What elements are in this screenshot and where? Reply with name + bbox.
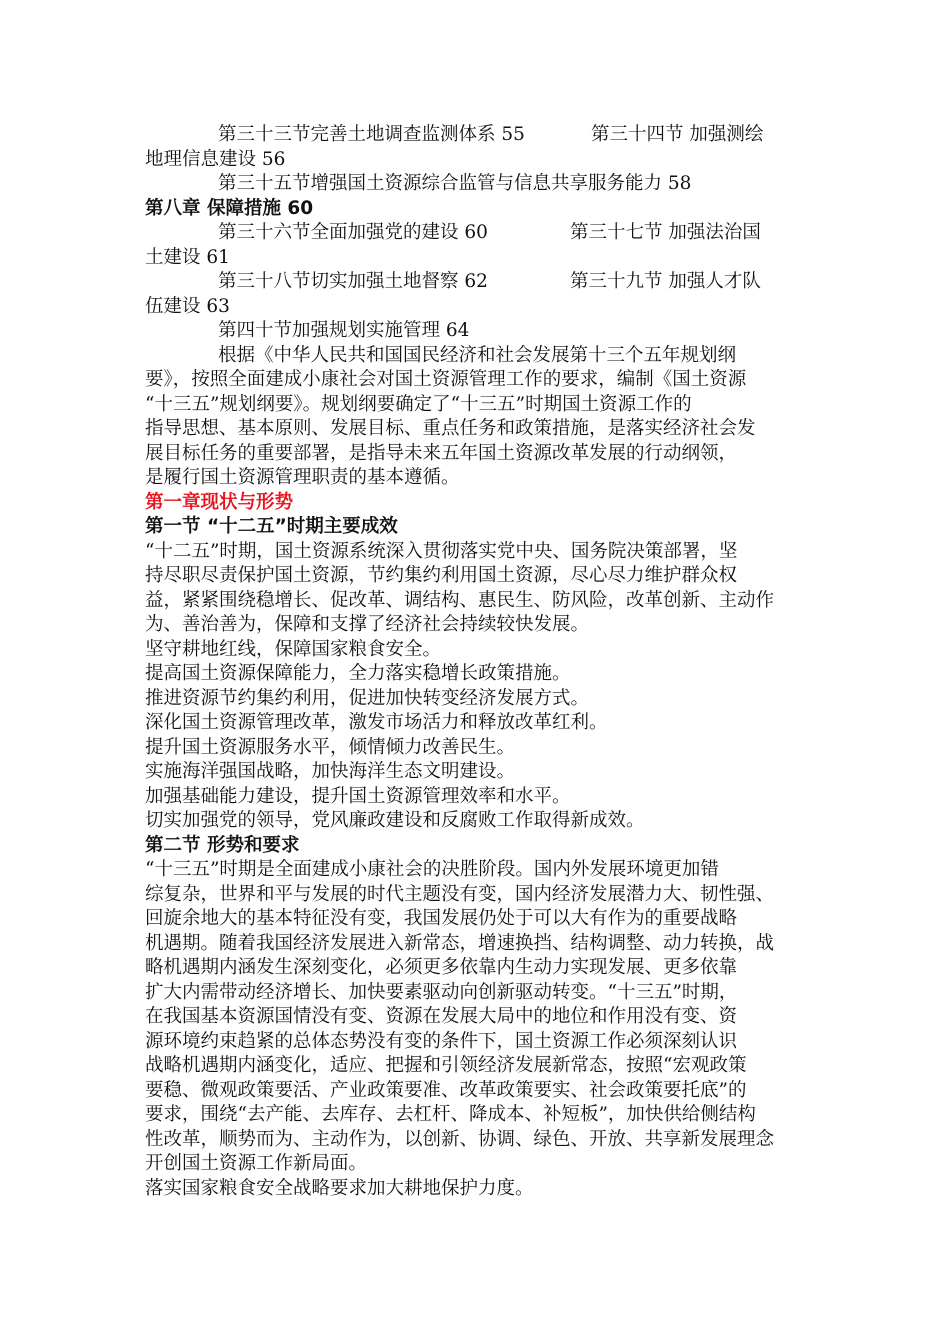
text-line: 回旋余地大的基本特征没有变，我国发展仍处于可以大有作为的重要战略 [145,908,738,929]
toc-entry: 第三十六节全面加强党的建设 60 [218,222,488,243]
toc-line [145,123,825,148]
text-line: 机遇期。随着我国经济发展进入新常态，增速换挡、结构调整、动力转换，战 [145,932,775,954]
document-body [145,123,825,1201]
text-line: 为、善治善为，保障和支撑了经济社会持续较快发展。 [145,614,590,635]
intro-paragraph [145,344,825,491]
section-paragraph [145,540,825,638]
text-line: 益，紧紧围绕稳增长、促改革、调结构、惠民生、防风险，改革创新、主动作 [145,589,775,611]
list-item: 实施海洋强国战略，加快海洋生态文明建设。 [145,761,516,782]
toc-chapter-heading: 第八章 保障措施 60 [145,197,314,219]
text-line: 持尽职尽责保护国土资源，节约集约利用国土资源，尽心尽力维护群众权 [145,565,738,586]
toc-entry-continuation: 伍建设 63 [145,295,230,317]
text-line: 要》，按照全面建成小康社会对国土资源管理工作的要求，编制《国土资源 [145,369,747,390]
list-item: 深化国土资源管理改革，激发市场活力和释放改革红利。 [145,712,608,733]
toc-entry: 第三十三节完善土地调查监测体系 55 [218,124,525,145]
section-heading: 第一节 “十二五”时期主要成效 [145,516,398,537]
text-line: “十三五”时期是全面建成小康社会的决胜阶段。国内外发展环境更加错 [145,859,719,880]
text-line: 战略机遇期内涵变化，适应、把握和引领经济发展新常态，按照“宏观政策 [145,1055,747,1076]
list-item: 提高国土资源保障能力，全力落实稳增长政策措施。 [145,663,571,684]
toc-entry: 第三十五节增强国土资源综合监管与信息共享服务能力 58 [218,173,692,194]
toc-line [145,270,825,295]
text-line: 略机遇期内涵发生深刻变化，必须更多依靠内生动力实现发展、更多依靠 [145,957,738,978]
text-line: 性改革，顺势而为、主动作为，以创新、协调、绿色、开放、共享新发展理念 [145,1128,775,1150]
toc-entry: 第三十八节切实加强土地督察 62 [218,271,488,292]
text-line: 根据《中华人民共和国国民经济和社会发展第十三个五年规划纲 [218,344,737,366]
list-item: 推进资源节约集约利用，促进加快转变经济发展方式。 [145,687,590,709]
text-line: 扩大内需带动经济增长、加快要素驱动向创新驱动转变。“十三五”时期， [145,981,738,1003]
text-line: 是履行国土资源管理职责的基本遵循。 [145,467,460,488]
list-item: 加强基础能力建设，提升国土资源管理效率和水平。 [145,785,571,807]
toc-entry-continuation: 地理信息建设 56 [145,148,286,170]
text-line: “十三五”规划纲要》。规划纲要确定了“十三五”时期国土资源工作的 [145,393,692,415]
toc-entry-continuation: 土建设 61 [145,246,230,268]
list-item: 坚守耕地红线，保障国家粮食安全。 [145,638,442,660]
achievement-list [145,638,825,834]
text-line: 展目标任务的重要部署，是指导未来五年国土资源改革发展的行动纲领， [145,442,738,464]
chapter-heading: 第一章现状与形势 [145,491,294,513]
text-line: “十二五”时期，国土资源系统深入贯彻落实党中央、国务院决策部署，坚 [145,540,738,562]
text-line: 源环境约束趋紧的总体态势没有变的条件下，国土资源工作必须深刻认识 [145,1030,738,1052]
list-item: 切实加强党的领导，党风廉政建设和反腐败工作取得新成效。 [145,810,645,831]
section-paragraph [145,858,825,1177]
toc-entry: 第三十九节 加强人才队 [570,271,761,292]
text-line: 开创国土资源工作新局面。 [145,1153,368,1174]
section-heading: 第二节 形势和要求 [145,834,300,856]
subsection-line: 落实国家粮食安全战略要求加大耕地保护力度。 [145,1177,534,1199]
text-line: 要求，围绕“去产能、去库存、去杠杆、降成本、补短板”，加快供给侧结构 [145,1104,756,1125]
toc-entry: 第四十节加强规划实施管理 64 [218,320,470,341]
toc-entry: 第三十七节 加强法治国 [570,222,761,243]
text-line: 综复杂，世界和平与发展的时代主题没有变，国内经济发展潜力大、韧性强、 [145,883,775,905]
text-line: 指导思想、基本原则、发展目标、重点任务和政策措施，是落实经济社会发 [145,418,756,439]
text-line: 要稳、微观政策要活、产业政策要准、改革政策要实、社会政策要托底”的 [145,1079,747,1101]
text-line: 在我国基本资源国情没有变、资源在发展大局中的地位和作用没有变、资 [145,1006,738,1027]
toc-entry: 第三十四节 加强测绘 [591,124,764,145]
toc-line [145,221,825,246]
list-item: 提升国土资源服务水平，倾情倾力改善民生。 [145,736,516,758]
